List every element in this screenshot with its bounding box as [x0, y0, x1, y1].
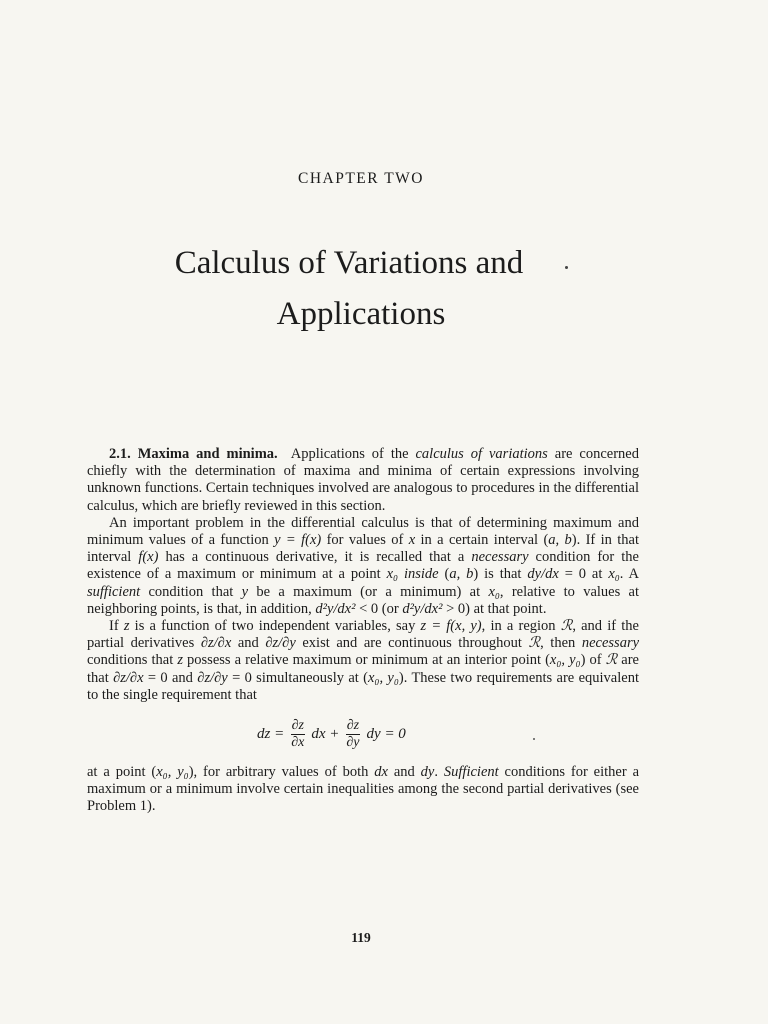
p3-m8: x₀, y₀ — [549, 652, 581, 669]
p4-e: conditions for either a maximum or a minimum involve certain inequalities among the second partial derivatives (see Problem 1). — [87, 764, 639, 815]
p2-m11: d²y/dx² — [315, 600, 356, 617]
p3-h: conditions that — [87, 652, 178, 669]
p4-m3: dy — [420, 764, 435, 781]
stray-dot — [565, 266, 568, 269]
p4-b: ), for arbitrary values of both — [188, 764, 375, 781]
stray-dot-2 — [533, 738, 535, 740]
p2-m: , relative to values at neighboring points, is that, in addition, — [87, 583, 640, 617]
eq-mid: dx + — [311, 725, 340, 742]
p4-d: . — [434, 764, 444, 781]
p3-d: , and if the partial derivatives — [87, 618, 639, 652]
p3-m1: z — [123, 618, 130, 635]
p3-c: , in a region — [481, 618, 561, 635]
p2-m6: a, b — [449, 566, 474, 583]
p3-b: is a function of two independent variables, say — [129, 618, 421, 635]
chapter-label: CHAPTER TWO — [297, 170, 424, 187]
p2-m10: x₀ — [488, 583, 500, 600]
p3-m12: x₀, y₀ — [367, 669, 399, 686]
p3-m7: z — [177, 652, 183, 669]
chapter-title-line-1: Calculus of Variations and — [174, 245, 524, 281]
p2-em2: inside — [398, 566, 445, 583]
p4-a: at a point ( — [87, 764, 157, 781]
equation-block — [87, 710, 639, 760]
paragraph-4 — [87, 764, 639, 816]
p2-f: condition for the existence of a maximum or minimum at a point — [87, 549, 639, 583]
p2-g: ( — [444, 566, 450, 583]
p3-m9: ℛ — [605, 652, 618, 669]
p2-m5: x₀ — [386, 566, 399, 583]
p1-text-b: are concerned chiefly with the determination of maxima and minima of certain expressions involving unknown functions. Certain techniques involved are analogous to procedures in the differential calculus, which are briefly reviewed in this section. — [87, 446, 639, 514]
p3-m10: ∂z/∂x — [113, 669, 144, 686]
section-body — [87, 446, 639, 816]
p2-em1: necessary — [471, 549, 529, 566]
eq-fraction-2 — [345, 718, 360, 751]
eq-fraction-1 — [290, 718, 305, 751]
p2-em3: sufficient — [87, 583, 141, 600]
p2-m2: x — [408, 532, 416, 549]
p2-o: > 0) at that point. — [442, 600, 547, 617]
p3-k: are that — [87, 652, 639, 686]
page-number: 119 — [351, 930, 371, 945]
p2-m4: f(x) — [138, 549, 159, 566]
p2-n: < 0 (or — [355, 600, 403, 617]
section-heading: 2.1. Maxima and minima. — [109, 446, 278, 462]
p3-a: If — [109, 618, 124, 635]
p3-j: ) of — [580, 652, 606, 669]
p2-l: be a maximum (or a minimum) at — [248, 583, 489, 600]
eq-num-1: ∂z — [291, 718, 304, 734]
p2-m8: x₀ — [608, 566, 620, 583]
p3-m: = 0 simultaneously at ( — [227, 669, 368, 686]
eq-den-1: ∂x — [291, 735, 305, 751]
p3-m5: ∂z/∂y — [265, 635, 296, 652]
p2-k: condition that — [140, 583, 242, 600]
p4-m1: x₀, y₀ — [156, 764, 189, 781]
total-differential-equation — [257, 718, 406, 751]
p4-c: and — [387, 764, 421, 781]
chapter-title-line-2: Applications — [276, 296, 446, 332]
p2-m3: a, b — [548, 532, 572, 549]
p3-n: ). These two requirements are equivalent to the single requirement that — [87, 669, 639, 703]
p2-m9: y — [241, 583, 249, 600]
p3-i: possess a relative maximum or minimum at an interior point ( — [182, 652, 550, 669]
p2-b: for values of — [321, 532, 409, 549]
p2-e: has a continuous derivative, it is recalled that a — [158, 549, 472, 566]
p2-m7: dy/dx — [527, 566, 559, 583]
p3-e: and — [231, 635, 266, 652]
paragraph-1 — [87, 446, 639, 515]
p2-m12: d²y/dx² — [402, 600, 443, 617]
eq-num-2: ∂z — [346, 718, 360, 734]
p2-d: ). If in that interval — [87, 532, 640, 566]
p2-c: in a certain interval ( — [415, 532, 549, 549]
p2-a: An important problem in the differential calculus is that of determining maximum and minimum values of a function — [87, 514, 639, 549]
p2-h: ) is that — [473, 566, 528, 583]
p2-i: = 0 at — [558, 566, 609, 583]
p3-m11: ∂z/∂y — [197, 669, 228, 686]
p4-m2: dx — [374, 764, 388, 781]
p2-j: . A — [619, 566, 639, 583]
p3-m6: ℛ — [528, 635, 541, 652]
p3-m2: z = f(x, y) — [420, 618, 482, 635]
p3-g: , then — [540, 635, 582, 652]
paragraph-2 — [87, 515, 639, 618]
p3-f: exist and are continuous throughout — [295, 635, 529, 652]
eq-lhs: dz = — [257, 725, 285, 742]
eq-rhs: dy = 0 — [366, 725, 406, 742]
paragraph-3 — [87, 618, 639, 704]
p2-m1: y = f(x) — [274, 532, 322, 549]
p1-text-a: Applications of the — [290, 446, 416, 462]
p3-l: = 0 and — [143, 669, 198, 686]
p3-m4: ∂z/∂x — [200, 635, 232, 652]
p3-em1: necessary — [581, 635, 640, 652]
p1-emphasis: calculus of variations — [415, 446, 548, 462]
p3-m3: ℛ — [560, 618, 573, 635]
p4-em1: Sufficient — [443, 764, 499, 781]
eq-den-2: ∂y — [346, 735, 360, 751]
